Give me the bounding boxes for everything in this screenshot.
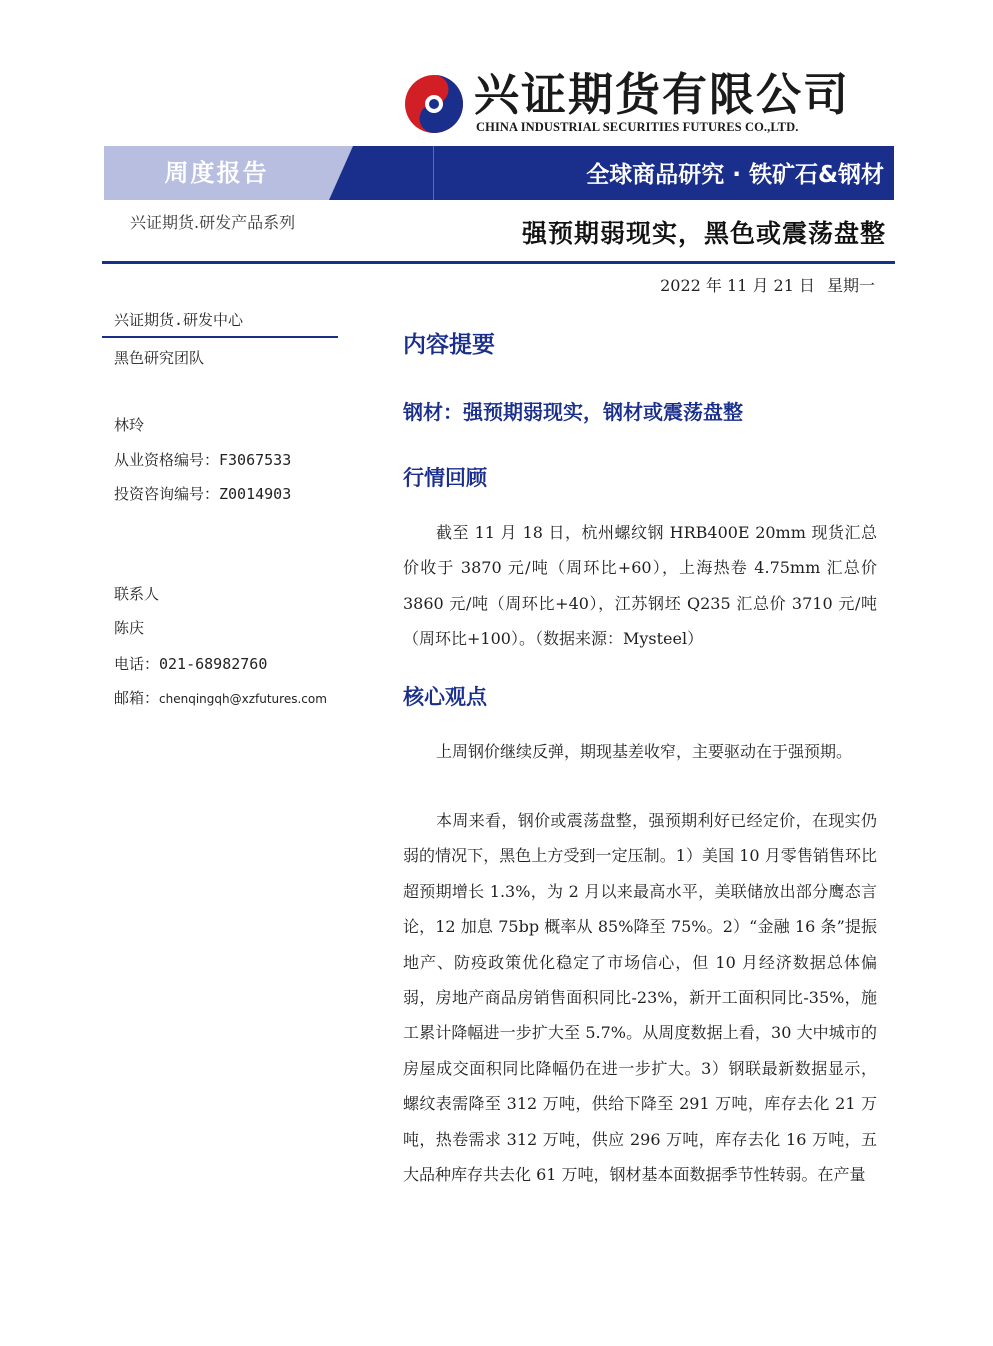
contact-name: 陈庆 [114,619,145,637]
email-label: 邮箱： [114,689,160,707]
core-heading: 核心观点 [403,685,487,709]
report-banner [104,146,894,200]
analyst-name: 林玲 [114,416,145,434]
series-label: 兴证期货.研发产品系列 [130,213,296,232]
company-name-cn: 兴证期货有限公司 [474,68,851,121]
sidebar-org: 兴证期货.研发中心 [114,311,244,329]
sidebar-team: 黑色研究团队 [114,349,205,367]
company-logo-icon [404,74,464,134]
report-title: 强预期弱现实，黑色或震荡盘整 [521,219,886,248]
review-paragraph: 截至 11 月 18 日，杭州螺纹钢 HRB400E 20mm 现货汇总价收于 3870 元/吨（周环比+60），上海热卷 4.75mm 汇总价 3860 元/吨（周环比+40），江苏钢坯 Q235 汇总价 3710 元/吨（周环比+100）。（数据来源：Mysteel） [403,523,877,649]
title-divider [102,261,895,264]
date-text: 2022 年 11 月 21 日 [660,276,815,295]
core-paragraph-1: 上周钢价继续反弹，期现基差收窄，主要驱动在于强预期。 [436,742,853,761]
summary-heading: 内容提要 [403,332,495,358]
report-date [660,273,875,296]
summary-subtitle: 钢材：强预期弱现实，钢材或震荡盘整 [403,400,743,424]
company-name-en: CHINA INDUSTRIAL SECURITIES FUTURES CO.,LTD. [476,120,799,134]
report-topic: 全球商品研究 · 铁矿石&钢材 [586,162,884,188]
weekday-text: 星期一 [826,276,875,295]
review-heading: 行情回顾 [403,466,487,490]
banner-diagonal [329,146,353,200]
contact-email-row [114,687,327,708]
core-paragraph-2: 本周来看，钢价或震荡盘整，强预期利好已经定价，在现实仍弱的情况下，黑色上方受到一定压制。1）美国 10 月零售销售环比超预期增长 1.3%，为 2 月以来最高水平，美联储放出部分鹰态言论，12 加息 75bp 概率从 85%降至 75%。2）“金融 16 条”提振地产、防疫政策优化稳定了市场信心，但 10 月经济数据总体偏弱，房地产商品房销售面积同比-23%，新开工面积同比-35%，施工累计降幅进一步扩大至 5.7%。从周度数据上看，30 大中城市的房屋成交面积同比降幅仍在进一步扩大。3）钢联最新数据显示，螺纹表需降至 312 万吨，供给下降至 291 万吨，库存去化 21 万吨，热卷需求 312 万吨，供应 296 万吨，库存去化 16 万吨，五大品种库存共去化 61 万吨，钢材基本面数据季节性转弱。在产量 [403,811,877,1185]
consult-number: 投资咨询编号：Z0014903 [114,485,292,503]
report-type-label: 周度报告 [164,159,269,187]
qualification-number: 从业资格编号：F3067533 [114,451,292,469]
contact-phone: 电话：021-68982760 [114,655,268,673]
contact-heading: 联系人 [114,585,160,603]
sidebar-divider [102,336,338,338]
email-link[interactable]: chenqingqh@xzfutures.com [159,692,327,706]
banner-divider [433,146,434,200]
